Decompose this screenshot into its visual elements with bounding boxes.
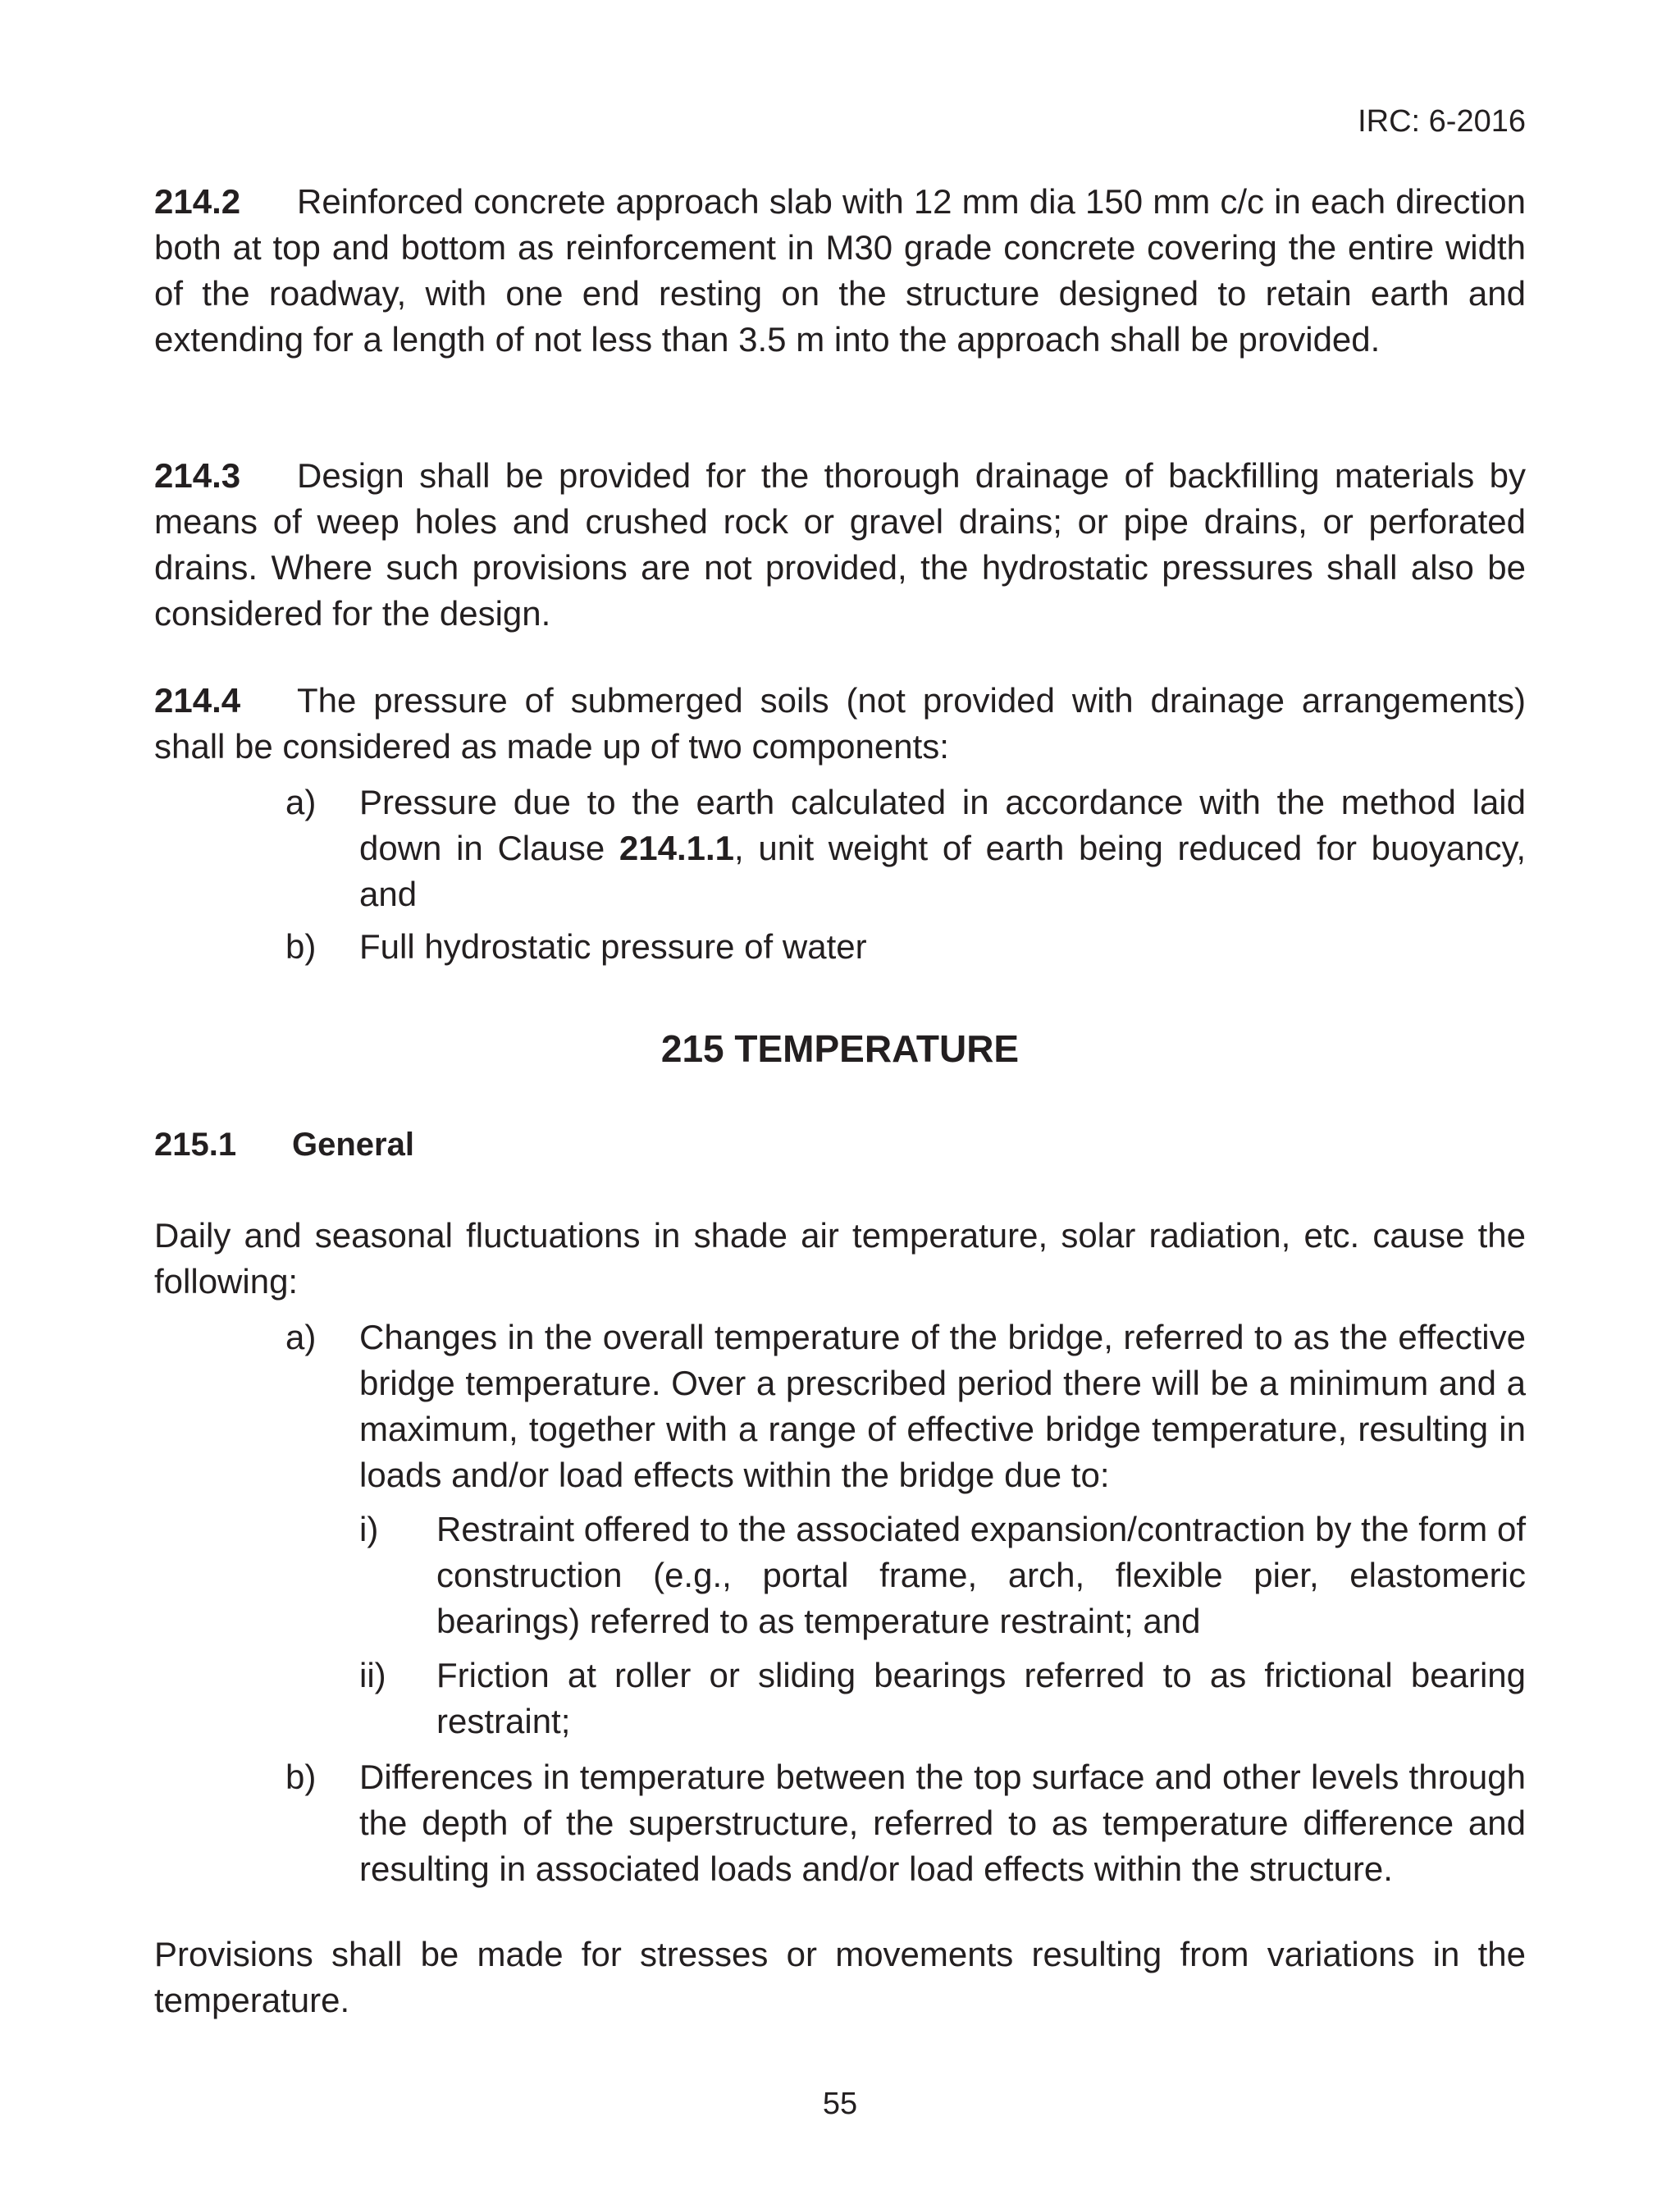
sublist-marker: i) <box>359 1510 379 1548</box>
list-item: Differences in temperature between the top surface and other levels through the depth of the superstructure, referred to as temperature difference and resulting in associated loads and/or load effects within the structure. <box>359 1758 1526 1888</box>
list-item: Full hydrostatic pressure of water <box>359 927 867 966</box>
clause-214-3 <box>154 453 1526 637</box>
page-number: 55 <box>822 2087 858 2121</box>
clause-reference: 214.1.1 <box>619 829 735 867</box>
sub-heading <box>154 1122 414 1167</box>
list-marker: b) <box>285 1758 317 1796</box>
list-marker: b) <box>285 927 317 966</box>
sublist-item: Restraint offered to the associated expansion/contraction by the form of construction (e.g., portal frame, arch, flexible pier, elastomeric bearings) referred to as temperature restraint; and <box>436 1510 1526 1640</box>
clause-214-2 <box>154 179 1526 363</box>
sublist-marker: ii) <box>359 1656 386 1694</box>
closing-paragraph: Provisions shall be made for stresses or movements resulting from variations in the temperature. <box>154 1935 1526 2019</box>
sub-heading-number: 215.1 <box>154 1127 237 1163</box>
clause-number: 214.2 <box>154 182 241 221</box>
clause-text: The pressure of submerged soils (not provided with drainage arrangements) shall be considered as made up of two components: <box>154 681 1526 766</box>
list-item: Changes in the overall temperature of the bridge, referred to as the effective bridge temperature. Over a prescribed period there will be a minimum and a maximum, together with a range of effective bridge temperature, resulting in loads and/or load effects within the bridge due to: <box>359 1318 1526 1494</box>
list-marker: a) <box>285 1318 317 1356</box>
section-intro: Daily and seasonal fluctuations in shade air temperature, solar radiation, etc. cause the following: <box>154 1216 1526 1301</box>
list-item-text: , unit weight of earth being reduced for buoyancy, and <box>359 829 1526 913</box>
list-item-text: Pressure due to the earth calculated in accordance with the method laid down in Clause <box>359 783 1526 867</box>
clause-number: 214.4 <box>154 681 241 720</box>
sub-heading-title: General <box>292 1127 414 1163</box>
sublist-item: Friction at roller or sliding bearings referred to as frictional bearing restraint; <box>436 1656 1526 1740</box>
list-marker: a) <box>285 783 317 821</box>
clause-text: Design shall be provided for the thorough drainage of backfilling materials by means of weep holes and crushed rock or gravel drains; or pipe drains, or perforated drains. Where such provisions are not provided, the hydrostatic pressures shall also be considered for the design. <box>154 456 1526 633</box>
clause-number: 214.3 <box>154 456 241 495</box>
section-heading: 215 TEMPERATURE <box>660 1027 1020 1070</box>
document-code: IRC: 6-2016 <box>1358 104 1526 139</box>
clause-text: Reinforced concrete approach slab with 12 mm dia 150 mm c/c in each direction both at top and bottom as reinforcement in M30 grade concrete covering the entire width of the roadway, with one end resting on the structure designed to retain earth and extending for a length of not less than 3.5 m into the approach shall be provided. <box>154 182 1526 359</box>
clause-214-4 <box>154 678 1526 770</box>
list-item <box>359 780 1526 917</box>
